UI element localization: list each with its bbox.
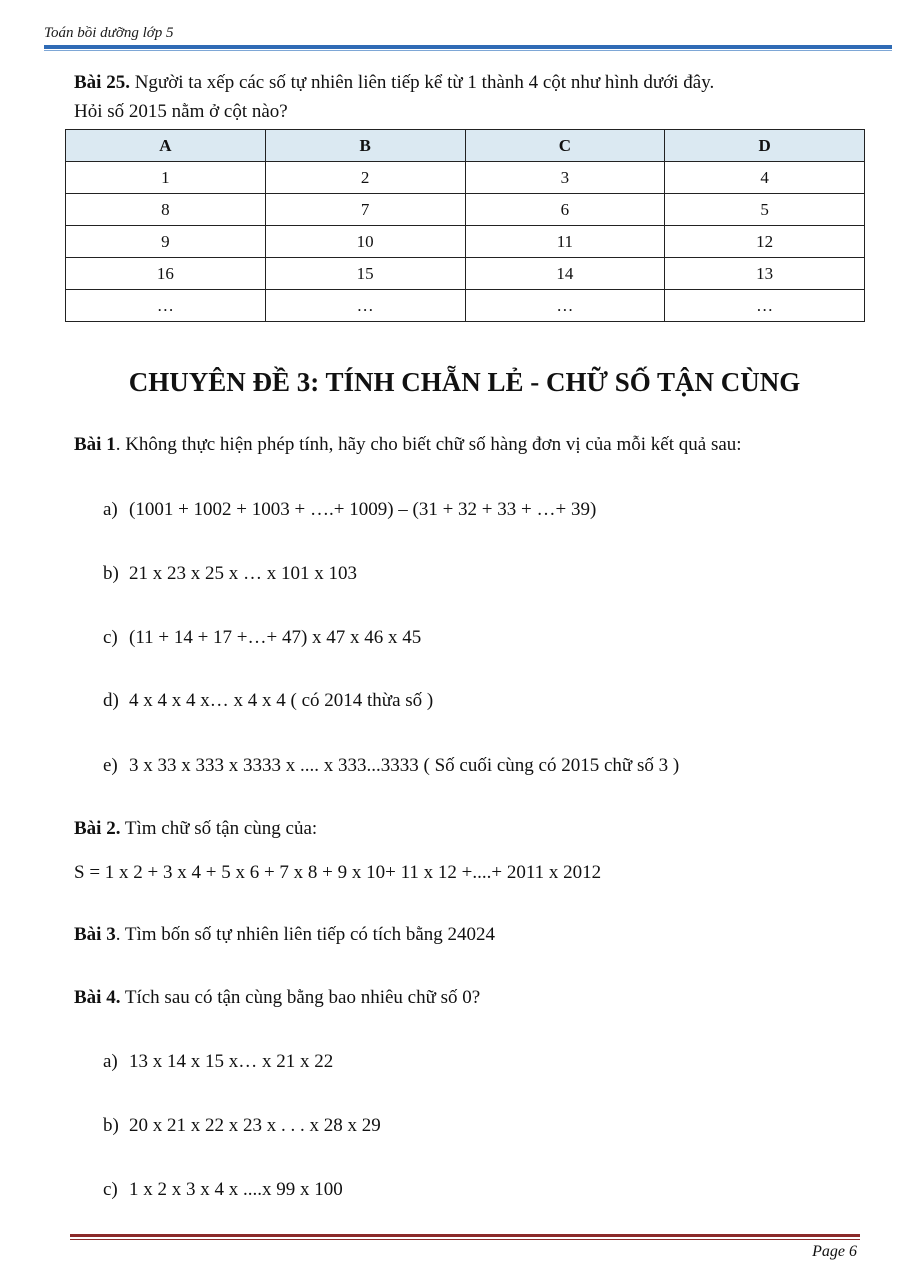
item-text: 3 x 33 x 333 x 3333 x .... x 333...3333 ( Số cuối cùng có 2015 chữ số 3 ) bbox=[129, 755, 680, 776]
table-header-row bbox=[66, 130, 865, 162]
table-cell: 16 bbox=[66, 258, 266, 290]
bai4-statement bbox=[74, 987, 480, 1009]
page-header-title: Toán bồi dưỡng lớp 5 bbox=[44, 25, 174, 41]
bai1-statement bbox=[74, 434, 742, 456]
bai3-label: Bài 3 bbox=[74, 924, 116, 945]
bai25-label: Bài 25. bbox=[74, 72, 130, 93]
item-text: 21 x 23 x 25 x … x 101 x 103 bbox=[129, 563, 357, 584]
bai1-item-a bbox=[103, 499, 596, 521]
bai4-item-c bbox=[103, 1179, 343, 1201]
bai1-item-b bbox=[103, 563, 357, 585]
table-row bbox=[66, 162, 865, 194]
bai2-label: Bài 2. bbox=[74, 818, 121, 839]
table-cell: 6 bbox=[465, 194, 665, 226]
bai4-label: Bài 4. bbox=[74, 987, 121, 1008]
table-cell: 14 bbox=[465, 258, 665, 290]
table-cell: 8 bbox=[66, 194, 266, 226]
bai2-formula: S = 1 x 2 + 3 x 4 + 5 x 6 + 7 x 8 + 9 x 10+ 11 x 12 +....+ 2011 x 2012 bbox=[74, 862, 602, 883]
item-label: c) bbox=[103, 1179, 118, 1200]
bai25-question: Hỏi số 2015 nằm ở cột nào? bbox=[74, 101, 288, 122]
item-text: (1001 + 1002 + 1003 + ….+ 1009) – (31 + 32 + 33 + …+ 39) bbox=[129, 499, 597, 520]
item-label: b) bbox=[103, 563, 119, 584]
item-text: (11 + 14 + 17 +…+ 47) x 47 x 46 x 45 bbox=[129, 627, 422, 648]
column-header: B bbox=[265, 130, 465, 162]
table-cell: 10 bbox=[265, 226, 465, 258]
table-cell: 3 bbox=[465, 162, 665, 194]
number-column-table bbox=[65, 129, 865, 322]
bai4-item-b bbox=[103, 1115, 381, 1137]
footer-rule-thin bbox=[70, 1239, 860, 1240]
column-header: C bbox=[465, 130, 665, 162]
item-text: 13 x 14 x 15 x… x 21 x 22 bbox=[129, 1051, 334, 1072]
table-row bbox=[66, 290, 865, 322]
table-cell: 12 bbox=[665, 226, 865, 258]
bai2-statement bbox=[74, 818, 317, 840]
bai3-statement bbox=[74, 924, 495, 946]
bai25-text: Người ta xếp các số tự nhiên liên tiếp kể từ 1 thành 4 cột như hình dưới đây. bbox=[129, 72, 715, 93]
bai25-statement bbox=[74, 72, 714, 94]
bai1-label: Bài 1 bbox=[74, 434, 116, 455]
section-title: CHUYÊN ĐỀ 3: TÍNH CHẴN LẺ - CHỮ SỐ TẬN CÙNG bbox=[128, 367, 801, 397]
bai1-item-d bbox=[103, 690, 433, 712]
table-cell: 7 bbox=[265, 194, 465, 226]
page-number: Page 6 bbox=[812, 1243, 857, 1260]
table-cell: 4 bbox=[665, 162, 865, 194]
header-rule bbox=[44, 45, 892, 49]
table-row bbox=[66, 194, 865, 226]
table-cell: … bbox=[665, 290, 865, 322]
table-cell: … bbox=[265, 290, 465, 322]
footer-rule bbox=[70, 1234, 860, 1237]
bai1-item-e bbox=[103, 755, 679, 777]
bai4-item-a bbox=[103, 1051, 333, 1073]
bai1-item-c bbox=[103, 627, 421, 649]
item-label: b) bbox=[103, 1115, 119, 1136]
item-label: d) bbox=[103, 690, 119, 711]
table-cell: 1 bbox=[66, 162, 266, 194]
table-cell: 11 bbox=[465, 226, 665, 258]
table-row bbox=[66, 258, 865, 290]
bai1-text: . Không thực hiện phép tính, hãy cho biết chữ số hàng đơn vị của mỗi kết quả sau: bbox=[115, 434, 742, 455]
table-cell: 15 bbox=[265, 258, 465, 290]
item-label: c) bbox=[103, 627, 118, 648]
table-cell: … bbox=[66, 290, 266, 322]
table-cell: 13 bbox=[665, 258, 865, 290]
item-text: 20 x 21 x 22 x 23 x . . . x 28 x 29 bbox=[129, 1115, 381, 1136]
item-label: e) bbox=[103, 755, 118, 776]
item-text: 1 x 2 x 3 x 4 x ....x 99 x 100 bbox=[129, 1179, 343, 1200]
table-cell: 9 bbox=[66, 226, 266, 258]
column-header: A bbox=[66, 130, 266, 162]
table-cell: 5 bbox=[665, 194, 865, 226]
header-rule-thin bbox=[44, 50, 892, 51]
table-cell: … bbox=[465, 290, 665, 322]
column-header: D bbox=[665, 130, 865, 162]
item-text: 4 x 4 x 4 x… x 4 x 4 ( có 2014 thừa số ) bbox=[129, 690, 434, 711]
table-cell: 2 bbox=[265, 162, 465, 194]
item-label: a) bbox=[103, 499, 118, 520]
bai3-text: . Tìm bốn số tự nhiên liên tiếp có tích bằng 24024 bbox=[115, 924, 496, 945]
bai2-text: Tìm chữ số tận cùng của: bbox=[120, 818, 318, 839]
item-label: a) bbox=[103, 1051, 118, 1072]
bai4-text: Tích sau có tận cùng bằng bao nhiêu chữ số 0? bbox=[120, 987, 481, 1008]
table-row bbox=[66, 226, 865, 258]
